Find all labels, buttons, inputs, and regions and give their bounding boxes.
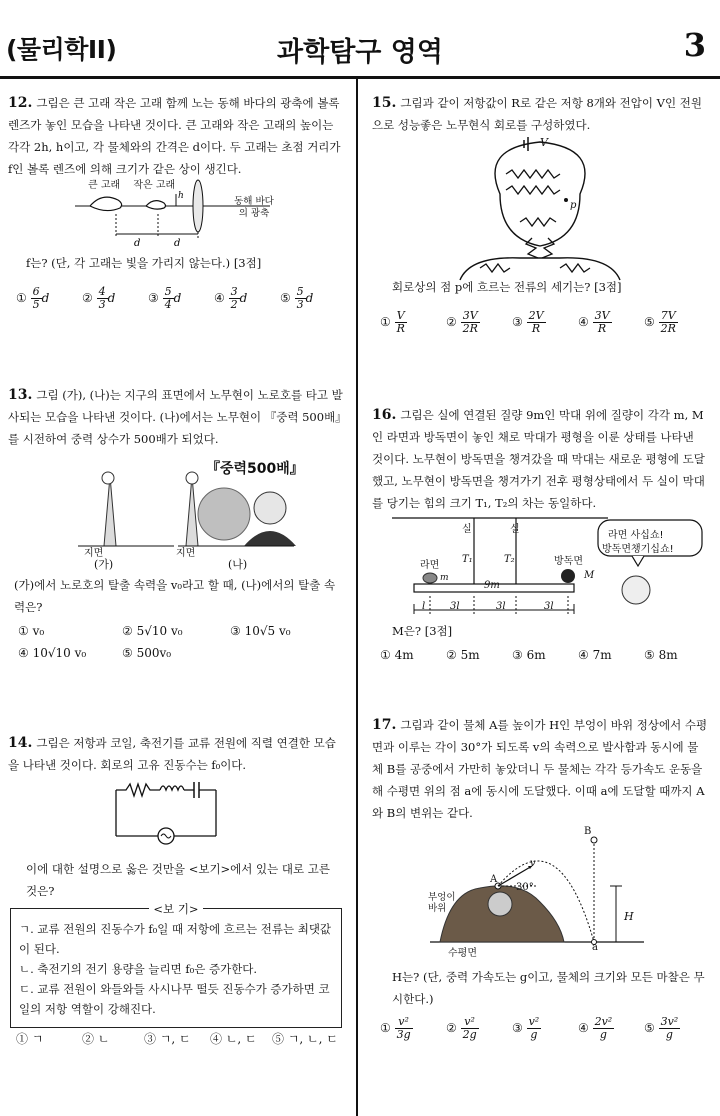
choice-variable: d <box>107 291 116 305</box>
choice-variable: d <box>305 291 314 305</box>
choice-mark: ③ <box>512 1021 527 1035</box>
choice-1[interactable] <box>380 310 407 335</box>
ramen-label: 라면 <box>420 560 440 571</box>
choice-1[interactable] <box>380 1016 413 1041</box>
choice-fraction: $\frac{\text{3v²}}{g}$ <box>660 1015 679 1041</box>
speech-line-1: 라면 사십쇼! <box>608 530 664 541</box>
mass-M-label: M <box>584 570 595 581</box>
voltage-label: V <box>540 136 548 149</box>
choice-4[interactable]: ④ 10√10 v₀ <box>18 646 87 660</box>
length-3l-label-2: 3l <box>496 601 506 612</box>
question-number: 16. <box>372 407 397 423</box>
roh-portrait-icon <box>488 892 512 916</box>
tension-t2-label: T₂ <box>504 554 515 565</box>
ramen-icon <box>423 573 437 583</box>
bogi-title: <보 기> <box>149 902 202 916</box>
question-12-prompt: f는? (단, 각 고래는 빛을 가리지 않는다.) [3점] <box>26 256 262 270</box>
choice-1[interactable]: ① ㄱ <box>16 1032 44 1046</box>
question-text: 그림은 저항과 코일, 축전기를 교류 전원에 직렬 연결한 모습을 나타낸 것이다. 회로의 고유 진동수는 f₀이다. <box>8 736 336 772</box>
choice-mark: ④ <box>214 291 229 305</box>
height-label: h <box>178 191 184 201</box>
small-whale-caption: 작은 고래 <box>133 180 176 191</box>
bogi-item-1: ㄱ. 교류 전원의 진동수가 f₀일 때 저항에 흐르는 전류는 최댓값이 된다. <box>19 922 332 956</box>
choice-5[interactable] <box>280 286 313 311</box>
choice-3[interactable] <box>148 286 181 311</box>
small-whale-icon <box>146 201 166 210</box>
string-label-2: 실 <box>510 524 520 535</box>
choice-variable: d <box>41 291 50 305</box>
big-whale-label <box>70 174 100 175</box>
question-15-prompt: 회로상의 점 p에 흐르는 전류의 세기는? [3점] <box>392 280 622 294</box>
resistor-icon <box>116 784 160 796</box>
question-14-choices <box>14 1030 344 1050</box>
ground-label: 수평면 <box>448 948 477 959</box>
choice-fraction: $\frac{4}{3}$ <box>98 285 106 311</box>
choice-3[interactable]: ③ 6m <box>512 648 546 662</box>
question-13-choices <box>14 624 344 668</box>
distance-label-2: d <box>174 238 181 249</box>
speech-line-2: 방독면챙기십쇼! <box>602 544 674 555</box>
question-13-prompt: (가)에서 노로호의 탈출 속력을 v₀라고 할 때, (나)에서의 탈출 속력은? <box>14 578 336 614</box>
choice-mark: ⑤ <box>644 315 659 329</box>
ground-label-b: 지면 <box>176 548 196 559</box>
big-whale-caption: 큰 고래 <box>88 180 121 191</box>
page-header <box>0 0 720 72</box>
choice-mark: ③ <box>512 315 527 329</box>
choice-3[interactable] <box>512 310 546 335</box>
choice-1[interactable]: ① v₀ <box>18 624 45 638</box>
choice-5[interactable] <box>644 310 678 335</box>
choice-mark: ⑤ <box>644 1021 659 1035</box>
point-p-icon <box>564 198 568 202</box>
choice-4[interactable]: ④ 7m <box>578 648 612 662</box>
page-number: 3 <box>683 26 706 64</box>
roh-circuit-figure <box>440 134 640 282</box>
string-label-1: 실 <box>462 524 472 535</box>
convex-lens-icon <box>193 180 203 232</box>
header-divider <box>0 76 720 79</box>
question-15 <box>372 92 708 136</box>
choice-4[interactable]: ④ ㄴ, ㄷ <box>210 1032 257 1046</box>
question-number: 14. <box>8 735 33 751</box>
choice-fraction: $\frac{\text{v²}}{2g}$ <box>462 1015 477 1041</box>
choice-4[interactable] <box>578 310 612 335</box>
person-icon-a <box>102 472 114 484</box>
choice-3[interactable] <box>512 1016 541 1041</box>
choice-2[interactable]: ② 5√10 v₀ <box>122 624 183 638</box>
question-14 <box>8 732 344 776</box>
power-burst-icon <box>198 488 250 540</box>
choice-2[interactable]: ② 5m <box>446 648 480 662</box>
choice-mark: ② <box>446 315 461 329</box>
figure-label-a: (가) <box>94 558 114 571</box>
ac-circuit-figure <box>112 780 222 850</box>
question-16-choices <box>378 648 708 668</box>
question-number: 17. <box>372 717 397 733</box>
choice-fraction: $\frac{5}{3}$ <box>296 285 304 311</box>
coil-icon <box>160 786 184 790</box>
bar-mass-label: 9m <box>484 580 500 591</box>
object-a-label: A <box>490 874 498 885</box>
question-number: 12. <box>8 95 33 111</box>
choice-fraction: $\frac{7V}{2R}$ <box>660 309 676 335</box>
choice-mark: ① <box>380 1021 395 1035</box>
length-3l-label-1: 3l <box>450 601 460 612</box>
choice-1[interactable]: ① 4m <box>380 648 414 662</box>
question-text: 그림과 같이 물체 A를 높이가 H인 부엉이 바위 정상에서 수평면과 이루는 각이 30°가 되도록 v의 속력으로 발사함과 동시에 물체 B를 공중에서 가만히 놓았더니 두 물체는 각각 등가속도 운동을 해 수평면 위의 점 a에 동시에 도달했다. 이때 a에 도달할 때까지 A와 B의 변위는 같다. <box>372 718 708 820</box>
page-title: 과학탐구 영역 <box>277 37 443 68</box>
figure-label-b: (나) <box>228 558 248 571</box>
object-b-label: B <box>584 826 592 837</box>
distance-label-1: d <box>134 238 141 249</box>
choice-2[interactable] <box>82 286 115 311</box>
angle-label: 30° <box>516 882 534 893</box>
choice-mark: ④ <box>578 1021 593 1035</box>
choice-mark: ② <box>446 1021 461 1035</box>
choice-fraction: $\frac{\text{2v²}}{g}$ <box>594 1015 613 1041</box>
choice-5[interactable]: ⑤ 500v₀ <box>122 646 172 660</box>
person-icon-b <box>186 472 198 484</box>
projectile-figure <box>420 826 650 950</box>
choice-mark: ④ <box>578 315 593 329</box>
choice-5[interactable] <box>644 1016 680 1041</box>
choice-5[interactable]: ⑤ 8m <box>644 648 678 662</box>
question-text: 그림과 같이 저항값이 R로 같은 저항 8개와 전압이 V인 전원으로 성능좋은 노무현식 회로를 구성하였다. <box>372 96 702 132</box>
choice-mark: ② <box>82 291 97 305</box>
choice-2[interactable] <box>446 1016 479 1041</box>
choice-fraction: $\frac{3V}{R}$ <box>594 309 610 335</box>
choice-fraction: $\frac{6}{5}$ <box>32 285 40 311</box>
subject-label: (물리학II) <box>6 35 117 64</box>
choice-fraction: $\frac{V}{R}$ <box>396 309 405 335</box>
question-17-prompt: H는? (단, 중력 가속도는 g이고, 물체의 크기와 모든 마찰은 무시한다.) <box>392 970 705 1006</box>
question-number: 13. <box>8 387 33 403</box>
choice-4[interactable] <box>578 1016 614 1041</box>
bogi-box <box>10 902 342 1028</box>
question-text: 그림은 실에 연결된 질량 9m인 막대 위에 질량이 각각 m, M인 라면과 방독면이 놓인 채로 막대가 평형을 이룬 상태를 나타낸 것이다. 노무현이 방독면을 챙겨갔을 때 막대는 새로운 평형에 도달했고, 노무현이 방독면을 챙겨가기 전후 평형상태에서 두 실이 막대를 당기는 힘의 크기 T₁, T₂의 차는 동일하다. <box>372 408 705 510</box>
column-divider <box>356 76 358 1116</box>
question-13 <box>8 384 344 450</box>
whale-labels <box>88 176 175 191</box>
mass-m-label: m <box>440 573 449 583</box>
gas-mask-icon <box>561 569 575 583</box>
tension-t1-label: T₁ <box>462 554 473 565</box>
choice-fraction: $\frac{2V}{R}$ <box>528 309 544 335</box>
object-b-icon <box>591 837 597 843</box>
choice-fraction: $\frac{\text{v²}}{g}$ <box>528 1015 540 1041</box>
roh-gasmask-portrait-icon <box>622 576 650 604</box>
gasmask-label: 방독면 <box>554 556 583 567</box>
choice-mark: ① <box>16 291 31 305</box>
question-16 <box>372 404 708 514</box>
choice-2[interactable]: ② ㄴ <box>82 1032 110 1046</box>
point-a-label: a <box>592 942 598 953</box>
bogi-item-2: ㄴ. 축전기의 전기 용량을 늘리면 f₀은 증가한다. <box>19 962 258 976</box>
question-text: 그림 (가), (나)는 지구의 표면에서 노무현이 노로호를 타고 발사되는 모습을 나타낸 것이다. (나)에서는 노무현이 『중력 500배』를 시전하여 중력 상수가 500배가 되었다. <box>8 388 343 446</box>
velocity-label: v <box>530 858 536 869</box>
choice-5[interactable]: ⑤ ㄱ, ㄴ, ㄷ <box>272 1032 338 1046</box>
question-17-choices <box>378 1014 708 1048</box>
choice-mark: ③ <box>148 291 163 305</box>
bogi-item-3: ㄷ. 교류 전원이 와들와들 사시나무 떨듯 진동수가 증가하면 코일의 저항 역할이 강해진다. <box>19 982 330 1016</box>
question-12-choices <box>14 284 344 314</box>
choice-mark: ⑤ <box>280 291 295 305</box>
owl-rock-label: 부엉이 바위 <box>428 892 456 914</box>
question-17 <box>372 714 708 824</box>
length-l-label: l <box>422 601 426 612</box>
small-whale-label <box>132 174 174 175</box>
point-p-label: p <box>570 200 577 211</box>
choice-fraction: $\frac{\text{v²}}{3g}$ <box>396 1015 411 1041</box>
power-caption: 『중력500배』 <box>206 458 304 478</box>
question-number: 15. <box>372 95 397 111</box>
height-label: H <box>624 910 634 923</box>
question-15-choices <box>378 308 708 338</box>
roh-portrait-icon <box>254 492 286 524</box>
choice-3[interactable]: ③ 10√5 v₀ <box>230 624 291 638</box>
choice-variable: d <box>173 291 182 305</box>
choice-4[interactable] <box>214 286 247 311</box>
question-12 <box>8 92 344 180</box>
axis-caption: 동해 바다의 광축 <box>234 196 274 219</box>
ground-label-a: 지면 <box>84 548 104 559</box>
question-14-prompt: 이에 대한 설명으로 옳은 것만을 <보기>에서 있는 대로 고른 것은? <box>26 862 331 898</box>
choice-fraction: $\frac{5}{4}$ <box>164 285 172 311</box>
question-text: 그림은 큰 고래 작은 고래 함께 노는 동해 바다의 광축에 볼록 렌즈가 놓인 모습을 나타낸 것이다. 큰 고래와 작은 고래의 높이는 각각 2h, h이고, 각 물체와의 간격은 d이다. 두 고래는 초점 거리가 f인 볼록 렌즈에 의해 크기가 같은 상이 생긴다. <box>8 96 341 176</box>
choice-fraction: $\frac{3}{2}$ <box>230 285 238 311</box>
big-whale-icon <box>90 197 122 210</box>
choice-variable: d <box>239 291 248 305</box>
choice-3[interactable]: ③ ㄱ, ㄷ <box>144 1032 191 1046</box>
choice-1[interactable] <box>16 286 49 311</box>
length-3l-label-3: 3l <box>544 601 554 612</box>
question-16-prompt: M은? [3점] <box>392 624 453 638</box>
choice-mark: ① <box>380 315 395 329</box>
choice-2[interactable] <box>446 310 480 335</box>
choice-fraction: $\frac{3V}{2R}$ <box>462 309 478 335</box>
